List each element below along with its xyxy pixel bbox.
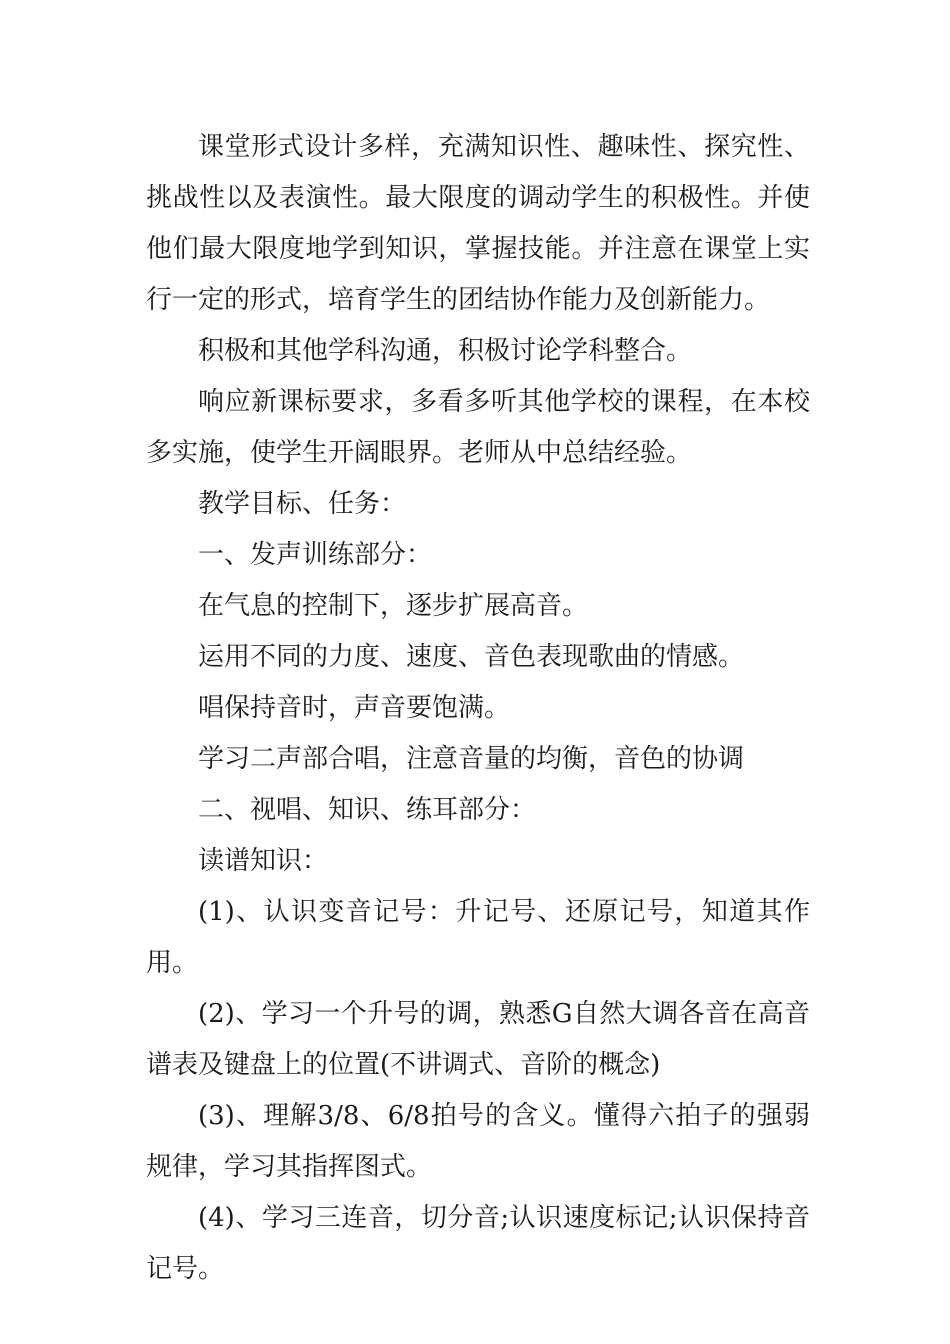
paragraph-class-format: 课堂形式设计多样，充满知识性、趣味性、探究性、挑战性以及表演性。最大限度的调动学生的积极性。并使他们最大限度地学到知识，掌握技能。并注意在课堂上实行一定的形式，培育学生的团结协作能力及创新能力。 <box>146 132 810 315</box>
document-body <box>146 122 810 1295</box>
paragraph-sustained-notes: 唱保持音时，声音要饱满。 <box>198 693 511 723</box>
list-item-g-major: (2)、学习一个升号的调，熟悉G自然大调各音在高音谱表及键盘上的位置(不讲调式、音阶的概念) <box>146 999 810 1080</box>
list-item-triplets: (4)、学习三连音，切分音;认识速度标记;认识保持音记号。 <box>146 1203 810 1284</box>
paragraph-new-curriculum: 响应新课标要求，多看多听其他学校的课程，在本校多实施，使学生开阔眼界。老师从中总结经验。 <box>146 387 810 468</box>
paragraph-vocal-training-heading: 一、发声训练部分： <box>198 540 433 570</box>
paragraph-teaching-goals-heading: 教学目标、任务： <box>198 489 407 519</box>
list-item-time-signatures: (3)、理解3/8、6/8拍号的含义。懂得六拍子的强弱规律，学习其指挥图式。 <box>146 1101 810 1182</box>
list-item-accidentals: (1)、认识变音记号：升记号、还原记号，知道其作用。 <box>146 897 810 978</box>
paragraph-dynamics-expression: 运用不同的力度、速度、音色表现歌曲的情感。 <box>198 642 745 672</box>
paragraph-sight-singing-heading: 二、视唱、知识、练耳部分： <box>198 795 537 825</box>
paragraph-subject-integration: 积极和其他学科沟通，积极讨论学科整合。 <box>198 336 693 366</box>
paragraph-two-part-chorus: 学习二声部合唱，注意音量的均衡，音色的协调 <box>198 744 745 774</box>
paragraph-reading-knowledge: 读谱知识： <box>198 846 329 876</box>
paragraph-breath-control: 在气息的控制下，逐步扩展高音。 <box>198 591 589 621</box>
